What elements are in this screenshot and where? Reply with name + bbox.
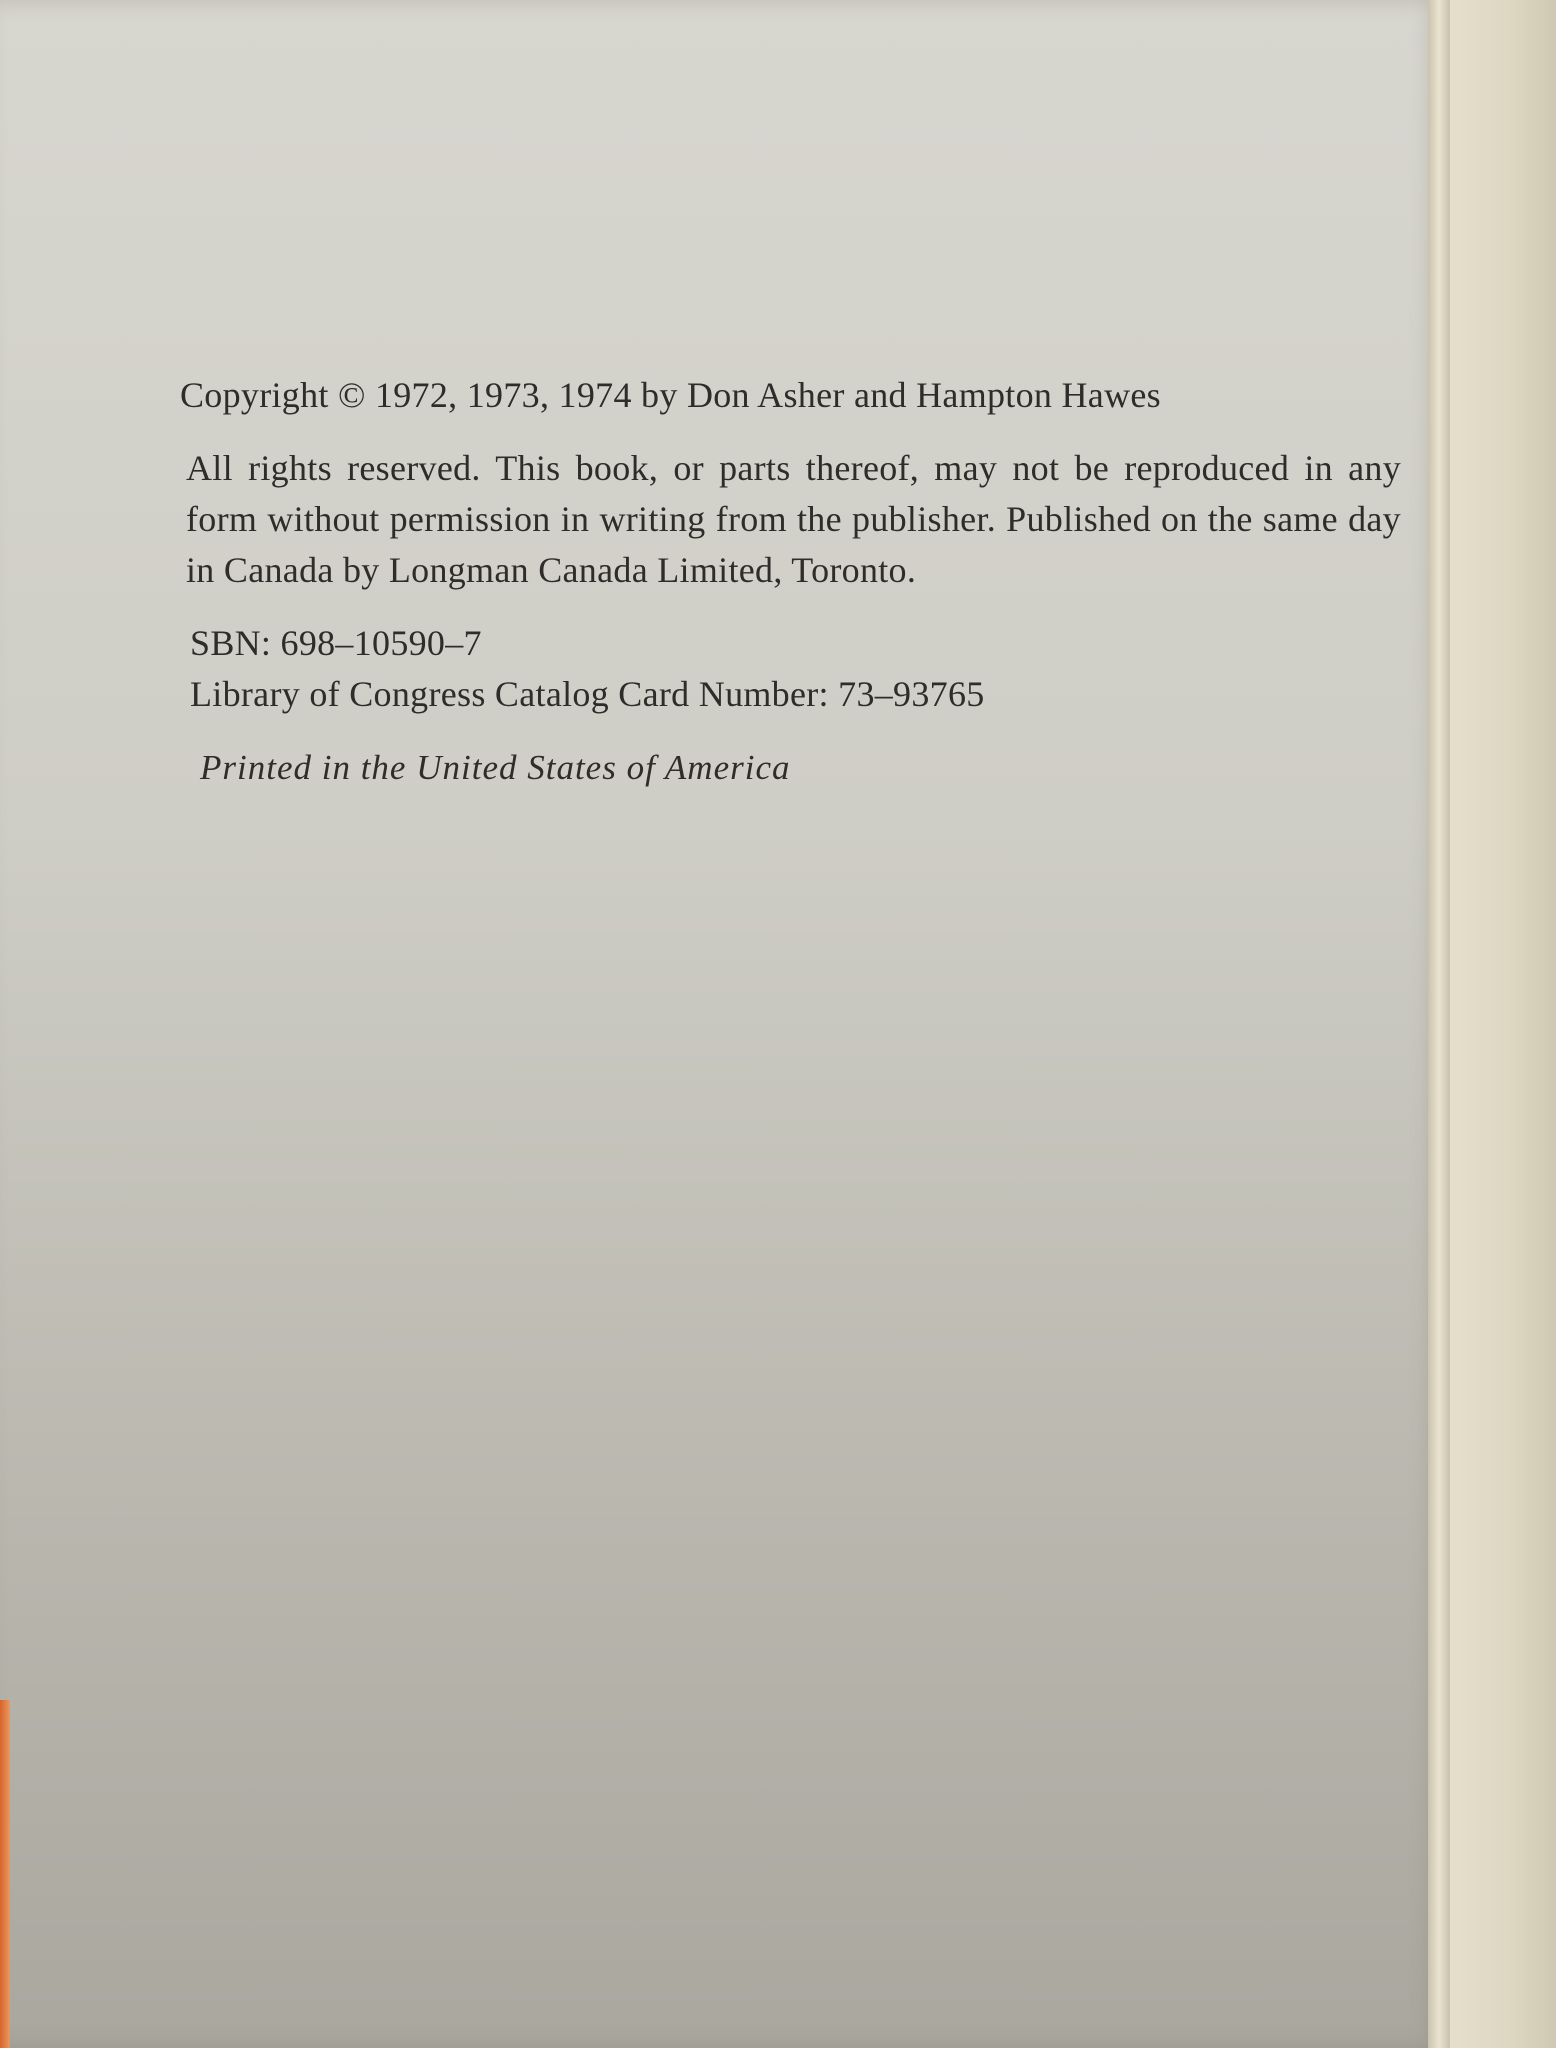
lccn-line: Library of Congress Catalog Card Number: 73–93765	[190, 674, 985, 714]
rights-paragraph: All rights reserved. This book, or parts thereof, may not be reproduced in any form without permission in writing from the publisher. Published on the same day in Canada by Longman Canada Limited, Toronto.	[186, 448, 1401, 590]
cover-edge	[0, 1700, 10, 2048]
adjacent-page-edge	[1450, 0, 1556, 2048]
copyright-line: Copyright © 1972, 1973, 1974 by Don Asher and Hampton Hawes	[180, 375, 1161, 415]
sbn-line: SBN: 698–10590–7	[190, 623, 482, 663]
copyright-text-block	[180, 370, 1410, 793]
page-gutter	[1428, 0, 1450, 2048]
printed-in-line: Printed in the United States of America	[200, 748, 791, 787]
